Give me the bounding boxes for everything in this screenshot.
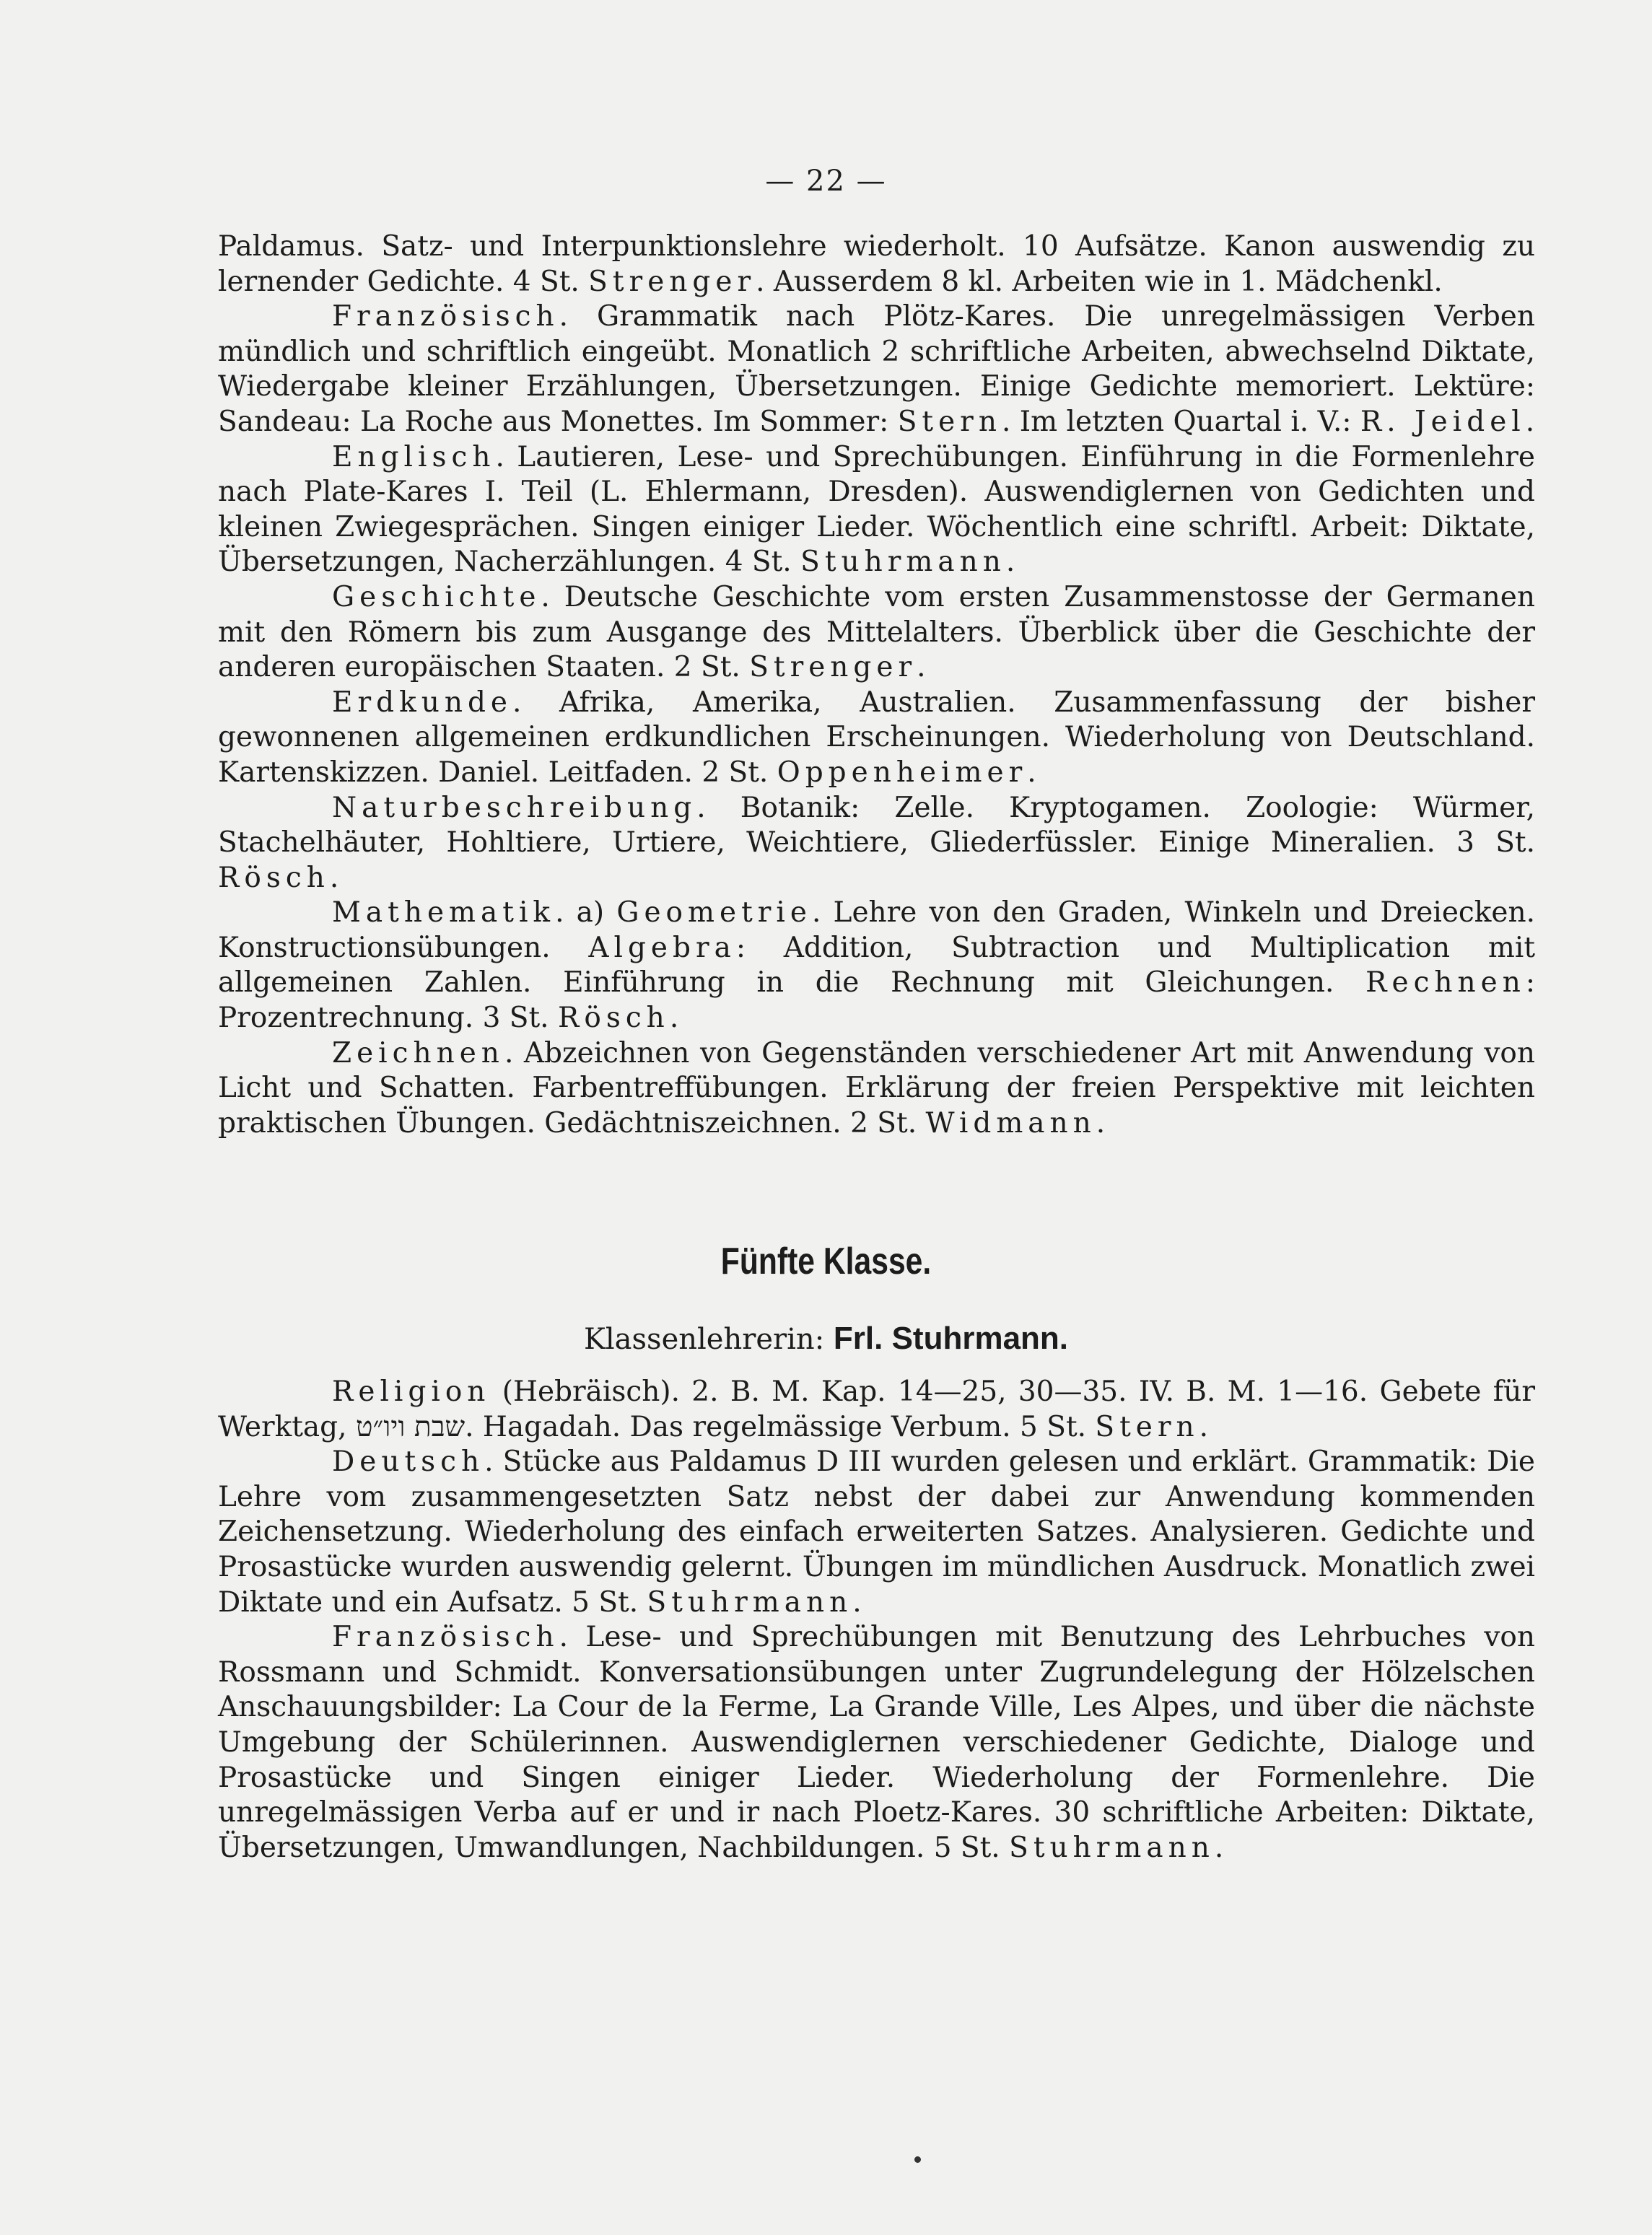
ink-speck [914, 2156, 921, 2163]
paragraph: Paldamus. Satz- und Interpunktionslehre wiederholt. 10 Aufsätze. Kanon auswendig zu lernender Gedichte. 4 St. Strenger. Ausserdem 8 kl. Arbeiten wie in 1. Mädchenkl. [218, 230, 1535, 298]
section-1-text [218, 229, 1535, 1141]
class-teacher-name: Frl. Stuhrmann. [833, 1321, 1069, 1356]
class-teacher-line [0, 1321, 1652, 1357]
class-teacher-label: Klassenlehrerin: [583, 1323, 825, 1356]
page-number: — 22 — [765, 165, 887, 198]
paragraph-franzoesisch-5: Französisch. Lese- und Sprechübungen mit Benutzung des Lehrbuches von Rossmann und Schmidt. Konversationsübungen unter Zugrundelegung der Hölzelschen Anschauungsbilder: La Cour de la Ferme, La Grande Ville, Les Alpes, und über die nächste Umgebung der Schülerinnen. Auswendiglernen verschiedener Gedichte, Dialoge und Prosastücke und Singen einiger Lieder. Wiederholung der Formenlehre. Die unregelmässigen Verba auf er und ir nach Ploetz-Kares. 30 schriftliche Arbeiten: Diktate, Übersetzungen, Umwandlungen, Nachbildungen. 5 St. Stuhrmann. [218, 1621, 1535, 1864]
section-2-text [218, 1375, 1535, 1866]
paragraph-deutsch: Deutsch. Stücke aus Paldamus D III wurden gelesen und erklärt. Grammatik: Die Lehre vom zusammengesetzten Satz nebst der dabei zur Anwendung kommenden Zeichensetzung. Wiederholung des einfach erweiterten Satzes. Analysieren. Gedichte und Prosastücke wurden auswendig gelernt. Übungen im mündlichen Ausdruck. Monatlich zwei Diktate und ein Aufsatz. 5 St. Stuhrmann. [218, 1445, 1535, 1619]
paragraph-geschichte: Geschichte. Deutsche Geschichte vom ersten Zusammenstosse der Germanen mit den Römern bis zum Ausgange des Mittelalters. Überblick über die Geschichte der anderen europäischen Staaten. 2 St. Strenger. [218, 580, 1535, 684]
paragraph-franzoesisch: Französisch. Grammatik nach Plötz-Kares. Die unregelmässigen Verben mündlich und schriftlich eingeübt. Monatlich 2 schriftliche Arbeiten, abwechselnd Diktate, Wiedergabe kleiner Erzählungen, Übersetzungen. Einige Gedichte memoriert. Lektüre: Sandeau: La Roche aus Monettes. Im Sommer: Stern. Im letzten Quartal i. V.: R. Jeidel. [218, 300, 1535, 438]
paragraph-religion: Religion (Hebräisch). 2. B. M. Kap. 14—25, 30—35. IV. B. M. 1—16. Gebete für Werktag, שבת ויו״ט. Hagadah. Das regelmässige Verbum. 5 St. Stern. [218, 1375, 1535, 1443]
paragraph-naturbeschreibung: Naturbeschreibung. Botanik: Zelle. Kryptogamen. Zoologie: Würmer, Stachelhäuter, Hohltiere, Urtiere, Weichtiere, Gliederfüssler. Einige Mineralien. 3 St. Rösch. [218, 791, 1535, 894]
paragraph-zeichnen: Zeichnen. Abzeichnen von Gegenständen verschiedener Art mit Anwendung von Licht und Schatten. Farbentreffübungen. Erklärung der freien Perspektive mit leichten praktischen Übungen. Gedächtniszeichnen. 2 St. Widmann. [218, 1036, 1535, 1140]
paragraph-englisch: Englisch. Lautieren, Lese- und Sprechübungen. Einführung in die Formenlehre nach Plate-Kares I. Teil (L. Ehlermann, Dresden). Auswendiglernen von Gedichten und kleinen Zwiegesprächen. Singen einiger Lieder. Wöchentlich eine schriftl. Arbeit: Diktate, Übersetzungen, Nacherzählungen. 4 St. Stuhrmann. [218, 440, 1535, 579]
paragraph-mathematik: Mathematik. a) Geometrie. Lehre von den Graden, Winkeln und Dreiecken. Konstructionsübungen. Algebra: Addition, Subtraction und Multiplication mit allgemeinen Zahlen. Einführung in die Rechnung mit Gleichungen. Rechnen: Prozentrechnung. 3 St. Rösch. [218, 896, 1535, 1035]
section-heading: Fünfte Klasse. [720, 1241, 932, 1282]
paragraph-erdkunde: Erdkunde. Afrika, Amerika, Australien. Zusammenfassung der bisher gewonnenen allgemeinen erdkundlichen Erscheinungen. Wiederholung von Deutschland. Kartenskizzen. Daniel. Leitfaden. 2 St. Oppenheimer. [218, 686, 1535, 789]
